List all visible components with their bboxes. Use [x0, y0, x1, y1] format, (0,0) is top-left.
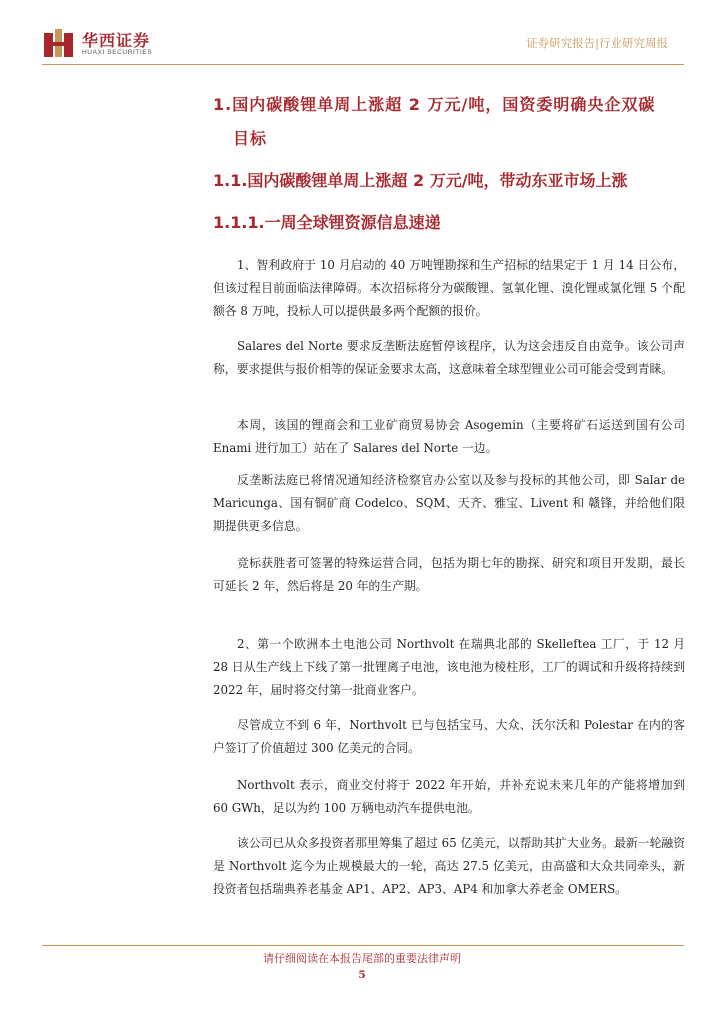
- paragraph-5: 竞标获胜者可签署的特殊运营合同，包括为期七年的勘探、研究和项目开发期，最长可延长 2 年，然后将是 20 年的生产期。: [213, 556, 685, 593]
- paragraph-3: 本周，该国的锂商会和工业矿商贸易协会 Asogemin（主要将矿石运送到国有公司 Enami 进行加工）站在了 Salares del Norte 一边。: [213, 418, 685, 455]
- paragraph-1: 1、智利政府于 10 月启动的 40 万吨锂勘探和生产招标的结果定于 1 月 14 日公布，但该过程目前面临法律障碍。本次招标将分为碳酸锂、氢氧化锂、溴化锂或氯化锂 5 个配额各 8 万吨，投标人可以提供最多两个配额的报价。: [213, 258, 685, 318]
- legal-notice: 请仔细阅读在本报告尾部的重要法律声明: [263, 952, 461, 965]
- page-header: [0, 0, 724, 64]
- paragraph-7: 尽管成立不到 6 年，Northvolt 已与包括宝马、大众、沃尔沃和 Polestar 在内的客户签订了价值超过 300 亿美元的合同。: [213, 718, 685, 755]
- report-type: 证券研究报告|行业研究周报: [526, 36, 668, 50]
- footer-divider: [42, 945, 684, 946]
- brand-name-en: HUAXI SECURITIES: [82, 49, 153, 56]
- heading-3: 1.1.1.一周全球锂资源信息速递: [213, 213, 441, 232]
- heading-1-line-1: 1.国内碳酸锂单周上涨超 2 万元/吨，国资委明确央企双碳: [213, 95, 656, 114]
- paragraph-4: 反垄断法庭已将情况通知经济检察官办公室以及参与投标的其他公司，即 Salar de Maricunga、国有铜矿商 Codelco、SQM、天齐、雅宝、Livent 和 赣锋，并给他们限期提供更多信息。: [213, 473, 685, 533]
- heading-2: 1.1.国内碳酸锂单周上涨超 2 万元/吨，带动东亚市场上涨: [213, 171, 628, 190]
- paragraph-9: 该公司已从众多投资者那里筹集了超过 65 亿美元，以帮助其扩大业务。最新一轮融资是 Northvolt 迄今为止规模最大的一轮，高达 27.5 亿美元，由高盛和大众共同牵头，新投资者包括瑞典养老基金 AP1、AP2、AP3、AP4 和加拿大养老金 OMERS。: [213, 836, 685, 896]
- heading-1-line-2: 目标: [233, 129, 268, 148]
- paragraph-6: 2、第一个欧洲本土电池公司 Northvolt 在瑞典北部的 Skellefteа 工厂，于 12 月 28 日从生产线上下线了第一批锂离子电池，该电池为棱柱形，工厂的调试和升级将持续到 2022 年，届时将交付第一批商业客户。: [213, 637, 685, 697]
- header-divider: [42, 64, 684, 65]
- page-number: 5: [358, 969, 366, 981]
- brand-name-cn: 华西证券: [82, 31, 151, 50]
- huaxi-logo-icon: [44, 29, 74, 57]
- paragraph-8: Northvolt 表示，商业交付将于 2022 年开始，并补充说未来几年的产能将增加到 60 GWh，足以为约 100 万辆电动汽车提供电池。: [213, 778, 685, 815]
- paragraph-2: Salares del Norte 要求反垄断法庭暂停该程序，认为这会违反自由竞争。该公司声称，要求提供与报价相等的保证金要求太高，这意味着全球型锂业公司可能会受到青睐。: [213, 339, 685, 376]
